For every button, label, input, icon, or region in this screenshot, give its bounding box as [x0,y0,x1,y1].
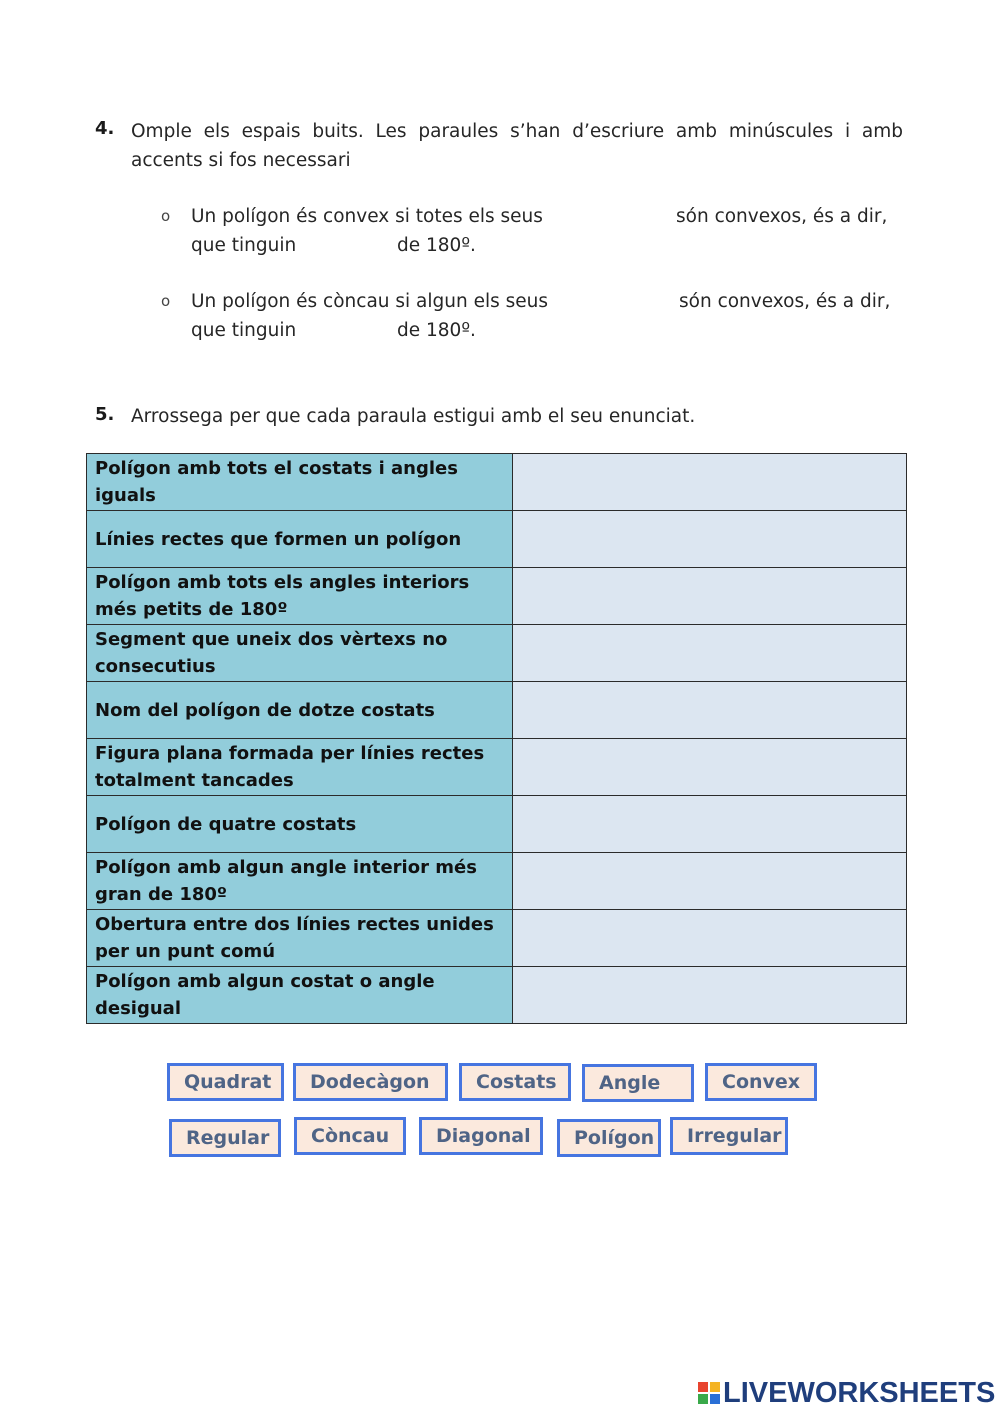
question-4-line-2: accents si fos necessari [131,150,351,171]
answer-drop-zone[interactable] [513,853,907,910]
word-chip-poligon[interactable]: Polígon [557,1119,661,1157]
word-chip-angle[interactable]: Angle [582,1064,694,1102]
answer-drop-zone[interactable] [513,739,907,796]
table-row [87,796,907,853]
bullet-marker-1: o [161,207,171,225]
answer-drop-zone[interactable] [513,967,907,1024]
question-4-number: 4. [95,118,115,139]
answer-drop-zone[interactable] [513,454,907,511]
item-2-blank-1[interactable] [578,289,678,317]
word-chip-concau[interactable]: Còncau [294,1117,406,1155]
liveworksheets-logo-icon [698,1382,720,1404]
item-1-text-a: Un polígon és convex si totes els seus [191,206,543,227]
table-row [87,910,907,967]
word-chip-quadrat[interactable]: Quadrat [167,1063,284,1101]
definition-cell: Figura plana formada per línies rectes totalment tancades [87,739,513,796]
question-4-line-1: Omple els espais buits. Les paraules s’han d’escriure amb minúscules i amb [131,121,903,142]
matching-table [86,453,907,1024]
item-1-text-b: són convexos, és a dir, [676,206,888,227]
word-chip-convex[interactable]: Convex [705,1063,817,1101]
answer-drop-zone[interactable] [513,910,907,967]
definition-cell: Segment que uneix dos vèrtexs no consecutius [87,625,513,682]
definition-cell: Polígon de quatre costats [87,796,513,853]
item-1-blank-2[interactable] [305,233,397,261]
word-chip-dodecagon[interactable]: Dodecàgon [293,1063,448,1101]
word-chip-irregular[interactable]: Irregular [670,1117,788,1155]
answer-drop-zone[interactable] [513,796,907,853]
definition-cell: Polígon amb algun angle interior més gran de 180º [87,853,513,910]
liveworksheets-logo-text: LIVEWORKSHEETS [723,1376,996,1409]
definition-cell: Polígon amb tots els angles interiors més petits de 180º [87,568,513,625]
table-row [87,625,907,682]
question-4-instructions [131,117,903,146]
definition-cell: Nom del polígon de dotze costats [87,682,513,739]
item-2-text-c: que tinguin [191,320,297,341]
definition-cell: Polígon amb tots el costats i angles iguals [87,454,513,511]
table-row [87,853,907,910]
item-1-text-c: que tinguin [191,235,297,256]
word-chip-costats[interactable]: Costats [459,1063,571,1101]
item-2-text-b: són convexos, és a dir, [679,291,891,312]
table-row [87,511,907,568]
word-chip-regular[interactable]: Regular [169,1119,281,1157]
word-chip-diagonal[interactable]: Diagonal [419,1117,543,1155]
question-4-instructions-continuation [131,146,351,175]
item-2-text-d: de 180º. [397,320,476,341]
table-row [87,682,907,739]
item-1-blank-1[interactable] [570,204,674,232]
definition-cell: Polígon amb algun costat o angle desigual [87,967,513,1024]
table-row [87,454,907,511]
liveworksheets-logo [698,1378,995,1408]
table-row [87,967,907,1024]
table-row [87,739,907,796]
answer-drop-zone[interactable] [513,625,907,682]
item-2-text-a: Un polígon és còncau si algun els seus [191,291,549,312]
definition-cell: Obertura entre dos línies rectes unides per un punt comú [87,910,513,967]
table-row [87,568,907,625]
question-5-number: 5. [95,404,115,425]
answer-drop-zone[interactable] [513,682,907,739]
definition-cell: Línies rectes que formen un polígon [87,511,513,568]
item-1-text-d: de 180º. [397,235,476,256]
item-2-blank-2[interactable] [305,318,397,346]
answer-drop-zone[interactable] [513,511,907,568]
answer-drop-zone[interactable] [513,568,907,625]
bullet-marker-2: o [161,292,171,310]
question-5-instructions: Arrossega per que cada paraula estigui amb el seu enunciat. [131,406,696,427]
